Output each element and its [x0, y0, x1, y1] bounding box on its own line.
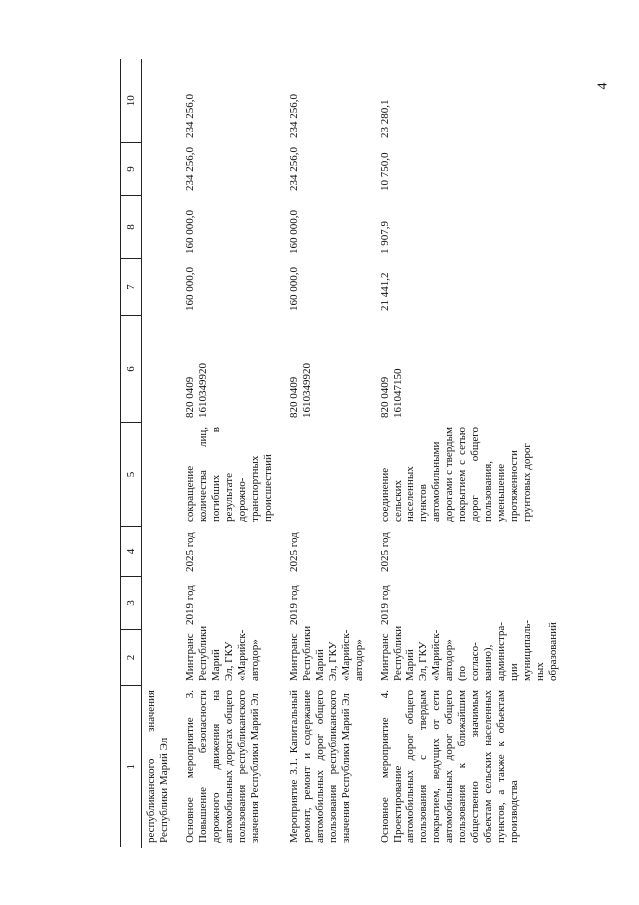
value-col7: 21 441,2 [376, 259, 564, 316]
column-header: 6 [121, 316, 142, 423]
program-table [120, 60, 563, 849]
table-row [376, 60, 564, 848]
expected-result [285, 423, 376, 527]
value-col10: 234 256,0 [181, 60, 285, 143]
value-col7: 160 000,0 [285, 259, 376, 316]
end-year: 2025 год [285, 527, 376, 577]
start-year: 2019 год [285, 577, 376, 630]
value-col9: 10 750,0 [376, 143, 564, 196]
end-year: 2025 год [376, 527, 564, 577]
expected-result: соединение сельских населенных пунктов автомобильными дорогами с твердым покрытием с сетью дорог общего пользования, уменьшение протяженности грунтовых дорог [376, 423, 564, 527]
value-col9: 234 256,0 [285, 143, 376, 196]
rotated-table-wrapper [120, 60, 622, 848]
column-header: 3 [121, 577, 142, 630]
value-col8: 160 000,0 [285, 196, 376, 259]
value-col10: 234 256,0 [285, 60, 376, 143]
value-col8: 160 000,0 [181, 196, 285, 259]
value-col7: 160 000,0 [181, 259, 285, 316]
table-row-continuation [142, 60, 181, 848]
budget-code: 820 0409 1610349920 [181, 316, 285, 423]
column-header: 9 [121, 143, 142, 196]
start-year: 2019 год [376, 577, 564, 630]
value-col8: 1 907,9 [376, 196, 564, 259]
value-col9: 234 256,0 [181, 143, 285, 196]
budget-code: 820 0409 161047150 [376, 316, 564, 423]
column-header: 2 [121, 630, 142, 686]
activity-name: Основное мероприятие 4. Проектирование автомобильных дорог общего пользования с твердым покрытием, ведущих от сети автомобильных дорог общего пользования к ближайшим общественно значимым объектам сельских населенных пунктов, а также к объектам производства [376, 686, 564, 848]
continuation-text: республиканского значения Республики Марий Эл [142, 686, 181, 848]
column-header: 4 [121, 527, 142, 577]
column-header: 8 [121, 196, 142, 259]
table-row [285, 60, 376, 848]
column-header: 7 [121, 259, 142, 316]
executor: Минтранс Республики Марий Эл, ГКУ «Марийск-автодор» [181, 630, 285, 686]
executor: Минтранс Республики Марий Эл, ГКУ «Марийск-автодор» [285, 630, 376, 686]
end-year: 2025 год [181, 527, 285, 577]
column-header: 5 [121, 423, 142, 527]
value-col10: 23 280,1 [376, 60, 564, 143]
executor: Минтранс Республики Марий Эл, ГКУ «Марийск-автодор» (по согласо-ванию), администра-ции муниципаль-ных образований [376, 630, 564, 686]
budget-code: 820 0409 1610349920 [285, 316, 376, 423]
table-row [181, 60, 285, 848]
header-row [121, 60, 142, 848]
expected-result: сокращение количества лиц, погибших в результате дорожно-транспортных происшествий [181, 423, 285, 527]
start-year: 2019 год [181, 577, 285, 630]
column-header: 10 [121, 60, 142, 143]
column-header: 1 [121, 686, 142, 848]
activity-name: Основное мероприятие 3. Повышение безопасности дорожного движения на автомобильных дорогах общего пользования республиканского значения Республики Марий Эл [181, 686, 285, 848]
page-number: 4 [595, 82, 611, 90]
activity-name: Мероприятие 3.1. Капитальный ремонт, ремонт и содержание автомобильных дорог общего пользования республиканского значения Республики Марий Эл [285, 686, 376, 848]
